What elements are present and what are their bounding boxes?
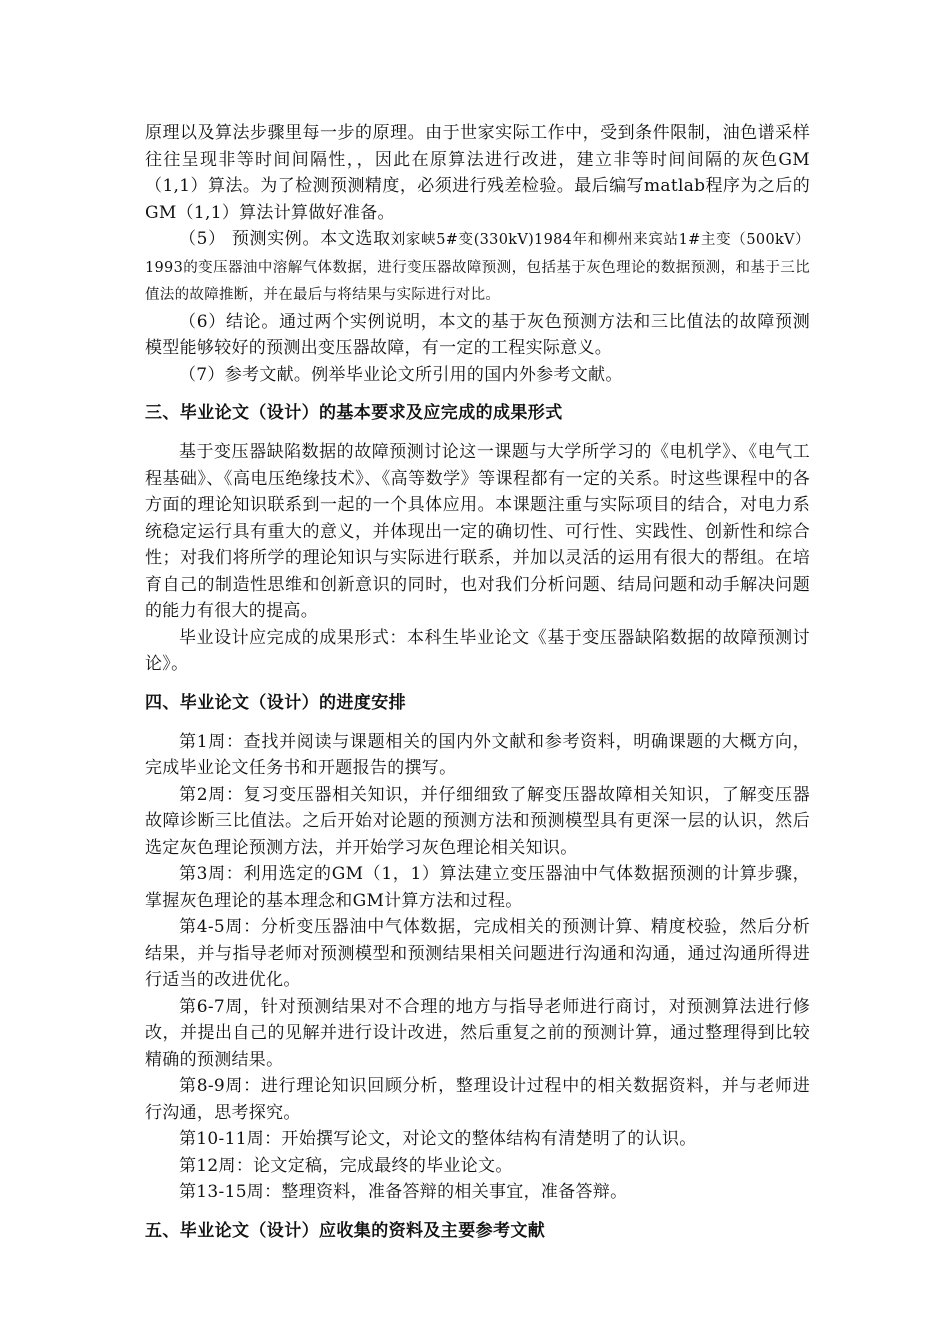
section-3-heading: 三、毕业论文（设计）的基本要求及应完成的成果形式	[145, 403, 563, 423]
schedule-item-week-6-7: 第6-7周，针对预测结果对不合理的地方与指导老师进行商讨，对预测算法进行修改，并提出自己的见解并进行设计改进，然后重复之前的预测计算，通过整理得到比较精确的预测结果。	[145, 996, 810, 1070]
document-page	[145, 120, 810, 1257]
schedule-item-week-3: 第3周：利用选定的GM（1，1）算法建立变压器油中气体数据预测的计算步骤，掌握灰色理论的基本理念和GM计算方法和过程。	[145, 864, 810, 911]
section-3-paragraph-2: 毕业设计应完成的成果形式：本科生毕业论文《基于变压器缺陷数据的故障预测讨论》。	[145, 627, 810, 674]
schedule-item-week-10-11: 第10-11周：开始撰写论文，对论文的整体结构有清楚明了的认识。	[179, 1129, 697, 1149]
intro-paragraph: 原理以及算法步骤里每一步的原理。由于世家实际工作中，受到条件限制，油色谱采样往往呈现非等时间间隔性，，因此在原算法进行改进，建立非等时间间隔的灰色GM（1,1）算法。为了检测预测精度，必须进行残差检验。最后编写matlab程序为之后的GM（1,1）算法计算做好准备。	[145, 123, 810, 223]
item-7-paragraph: （7）参考文献。例举毕业论文所引用的国内外参考文献。	[179, 364, 623, 385]
schedule-item-week-1: 第1周：查找并阅读与课题相关的国内外文献和参考资料，明确课题的大概方向，完成毕业论文任务书和开题报告的撰写。	[145, 731, 810, 778]
schedule-item-week-13-15: 第13-15周：整理资料，准备答辩的相关事宜，准备答辩。	[179, 1182, 628, 1202]
item-5-body: 刘家峡5#变(330kV)1984年和柳州来宾站1#主变（500kV）1993的变压器油中溶解气体数据，进行变压器故障预测，包括基于灰色理论的数据预测，和基于三比值法的故障推断，并在最后与将结果与实际进行对比。	[145, 232, 810, 303]
item-6-paragraph: （6）结论。通过两个实例说明，本文的基于灰色预测方法和三比值法的故障预测模型能够较好的预测出变压器故障，有一定的工程实际意义。	[145, 311, 810, 358]
section-3-paragraph-1: 基于变压器缺陷数据的故障预测讨论这一课题与大学所学习的《电机学》、《电气工程基础》、《高电压绝缘技术》、《高等数学》等课程都有一定的关系。时这些课程中的各方面的理论知识联系到一起的一个具体应用。本课题注重与实际项目的结合，对电力系统稳定运行具有重大的意义，并体现出一定的确切性、可行性、实践性、创新性和综合性；对我们将所学的理论知识与实际进行联系，并加以灵活的运用有很大的帮组。在培育自己的制造性思维和创新意识的同时，也对我们分析问题、结局问题和动手解决问题的能力有很大的提高。	[145, 442, 810, 621]
schedule-item-week-2: 第2周：复习变压器相关知识，并仔细细致了解变压器故障相关知识，了解变压器故障诊断三比值法。之后开始对论题的预测方法和预测模型具有更深一层的认识，然后选定灰色理论预测方法，并开始学习灰色理论相关知识。	[145, 784, 810, 858]
schedule-item-week-12: 第12周：论文定稿，完成最终的毕业论文。	[179, 1155, 513, 1176]
section-5-heading: 五、毕业论文（设计）应收集的资料及主要参考文献	[145, 1220, 546, 1241]
schedule-item-week-8-9: 第8-9周：进行理论知识回顾分析，整理设计过程中的相关数据资料，并与老师进行沟通，思考探究。	[145, 1076, 810, 1123]
section-4-heading: 四、毕业论文（设计）的进度安排	[145, 692, 406, 713]
schedule-item-week-4-5: 第4-5周：分析变压器油中气体数据，完成相关的预测计算、精度校验，然后分析结果，并与指导老师对预测模型和预测结果相关问题进行沟通和沟通，通过沟通所得进行适当的改进优化。	[145, 917, 810, 990]
item-5-paragraph	[145, 226, 810, 309]
item-5-head: （5） 预测实例。本文选取	[179, 229, 391, 249]
